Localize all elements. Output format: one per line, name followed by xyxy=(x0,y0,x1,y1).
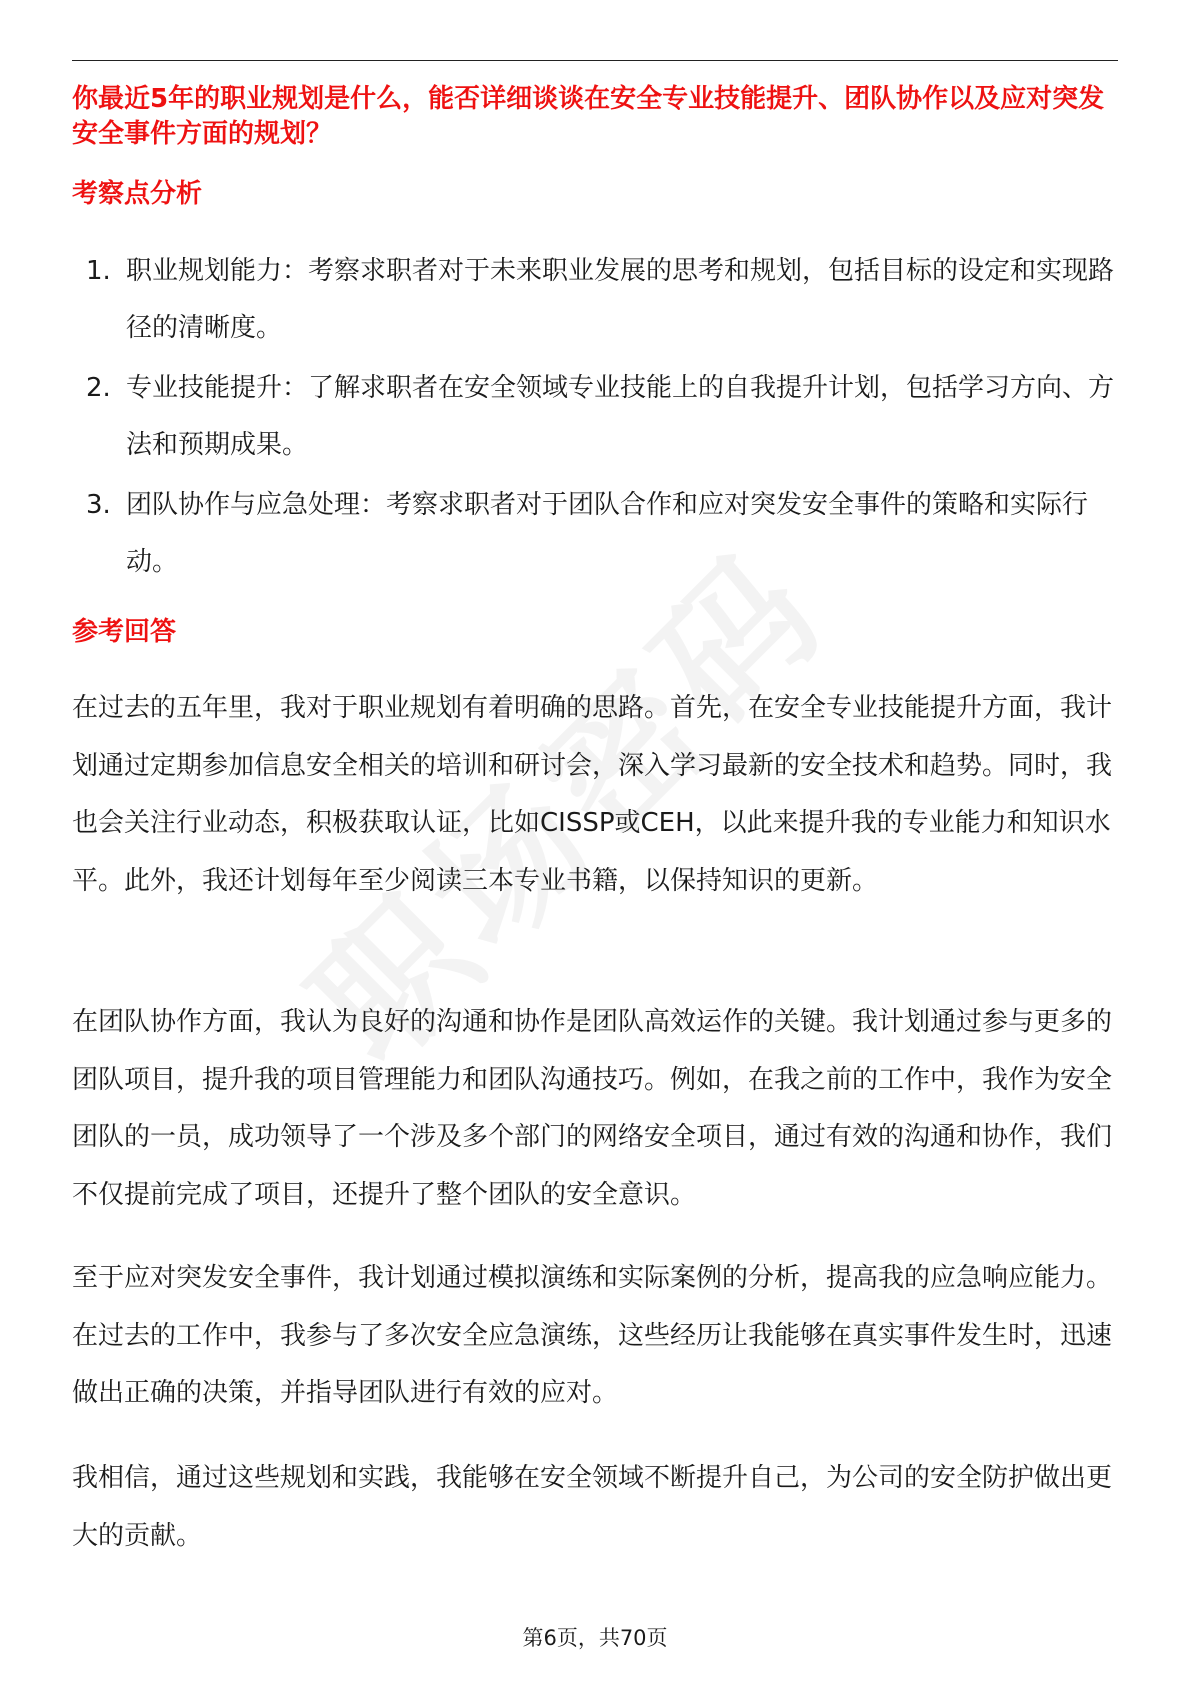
list-item-number: 2. xyxy=(86,373,111,403)
list-item-text: 专业技能提升：了解求职者在安全领域专业技能上的自我提升计划，包括学习方向、方法和预期成果。 xyxy=(126,373,1115,460)
analysis-heading: 考察点分析 xyxy=(72,179,203,209)
analysis-item xyxy=(72,477,1118,591)
list-item-text: 职业规划能力：考察求职者对于未来职业发展的思考和规划，包括目标的设定和实现路径的清晰度。 xyxy=(126,256,1115,343)
answer-paragraph: 至于应对突发安全事件，我计划通过模拟演练和实际案例的分析，提高我的应急响应能力。在过去的工作中，我参与了多次安全应急演练，这些经历让我能够在真实事件发生时，迅速做出正确的决策，并指导团队进行有效的应对。 xyxy=(72,1263,1113,1408)
answer-paragraph: 在团队协作方面，我认为良好的沟通和协作是团队高效运作的关键。我计划通过参与更多的团队项目，提升我的项目管理能力和团队沟通技巧。例如，在我之前的工作中，我作为安全团队的一员，成功领导了一个涉及多个部门的网络安全项目，通过有效的沟通和协作，我们不仅提前完成了项目，还提升了整个团队的安全意识。 xyxy=(72,1007,1113,1210)
analysis-list xyxy=(72,243,1118,594)
answer-paragraph: 在过去的五年里，我对于职业规划有着明确的思路。首先，在安全专业技能提升方面，我计划通过定期参加信息安全相关的培训和研讨会，深入学习最新的安全技术和趋势。同时，我也会关注行业动态，积极获取认证，比如CISSP或CEH，以此来提升我的专业能力和知识水平。此外，我还计划每年至少阅读三本专业书籍，以保持知识的更新。 xyxy=(72,693,1113,896)
top-divider xyxy=(72,60,1118,61)
list-item-number: 1. xyxy=(86,256,111,286)
question-title: 你最近5年的职业规划是什么，能否详细谈谈在安全专业技能提升、团队协作以及应对突发安全事件方面的规划？ xyxy=(72,84,1105,149)
answer-paragraph: 我相信，通过这些规划和实践，我能够在安全领域不断提升自己，为公司的安全防护做出更大的贡献。 xyxy=(72,1463,1113,1551)
list-item-text: 团队协作与应急处理：考察求职者对于团队合作和应对突发安全事件的策略和实际行动。 xyxy=(126,490,1089,577)
analysis-item xyxy=(72,243,1118,357)
analysis-item xyxy=(72,360,1118,474)
page-number-footer: 第6页，共70页 xyxy=(522,1626,668,1650)
list-item-number: 3. xyxy=(86,490,111,520)
answer-heading: 参考回答 xyxy=(72,617,177,647)
